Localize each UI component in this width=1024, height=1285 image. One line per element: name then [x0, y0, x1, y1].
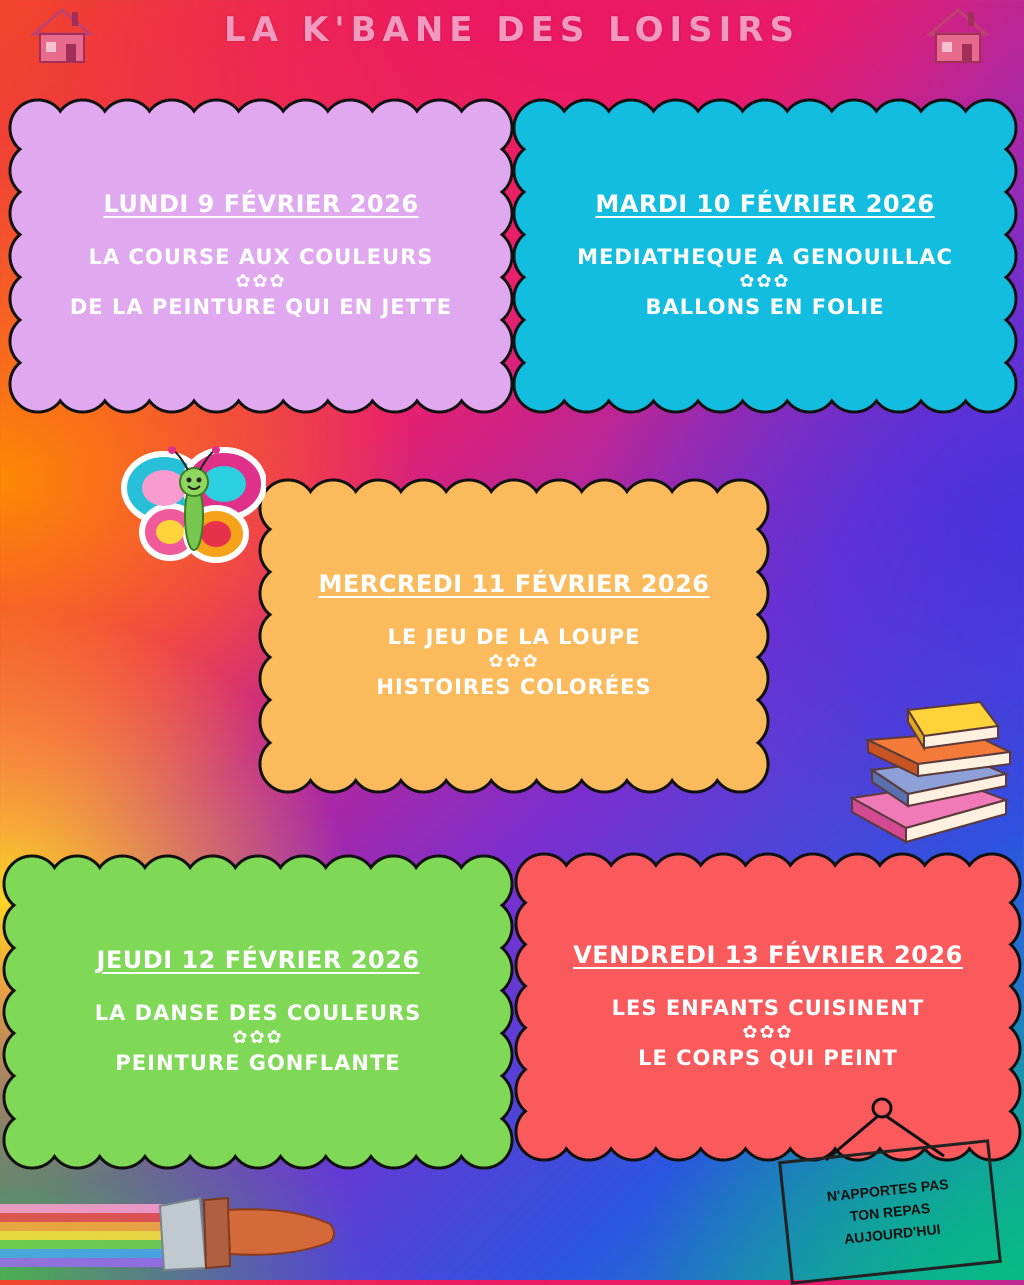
day-date: MARDI 10 FÉVRIER 2026	[595, 190, 935, 218]
day-card-tuesday	[512, 98, 1018, 414]
activity-1: LA COURSE AUX COULEURS	[88, 245, 434, 269]
day-card-thursday	[2, 854, 514, 1170]
activity-2: DE LA PEINTURE QUI EN JETTE	[69, 295, 453, 319]
day-date: MERCREDI 11 FÉVRIER 2026	[318, 570, 710, 598]
page-title: LA K'BANE DES LOISIRS	[224, 10, 800, 50]
separator-flowers: ✿✿✿	[235, 271, 287, 292]
activity-2: PEINTURE GONFLANTE	[115, 1051, 401, 1075]
day-card-wednesday	[258, 478, 770, 794]
separator-flowers: ✿✿✿	[742, 1022, 794, 1043]
house-icon	[924, 4, 994, 68]
paintbrush-icon	[0, 1188, 340, 1276]
sign-line-3: AUJOURD'HUI	[843, 1220, 942, 1247]
no-lunch-sign	[778, 1139, 1002, 1284]
activity-1: MEDIATHEQUE A GENOUILLAC	[577, 245, 953, 269]
sign-line-1: N'APPORTES PAS	[826, 1175, 950, 1205]
sign-line-2: TON REPAS	[849, 1199, 931, 1225]
day-card-monday	[8, 98, 514, 414]
day-date: JEUDI 12 FÉVRIER 2026	[96, 946, 420, 974]
activity-1: LA DANSE DES COULEURS	[94, 1001, 422, 1025]
activity-2: HISTOIRES COLORÉES	[376, 675, 652, 699]
separator-flowers: ✿✿✿	[488, 651, 540, 672]
separator-flowers: ✿✿✿	[232, 1027, 284, 1048]
separator-flowers: ✿✿✿	[739, 271, 791, 292]
day-date: LUNDI 9 FÉVRIER 2026	[103, 190, 419, 218]
books-icon	[848, 696, 1014, 848]
day-date: VENDREDI 13 FÉVRIER 2026	[573, 941, 963, 969]
activity-2: BALLONS EN FOLIE	[645, 295, 885, 319]
activity-1: LES ENFANTS CUISINENT	[611, 996, 925, 1020]
activity-2: LE CORPS QUI PEINT	[638, 1046, 898, 1070]
activity-1: LE JEU DE LA LOUPE	[387, 625, 641, 649]
butterfly-icon	[116, 438, 266, 568]
